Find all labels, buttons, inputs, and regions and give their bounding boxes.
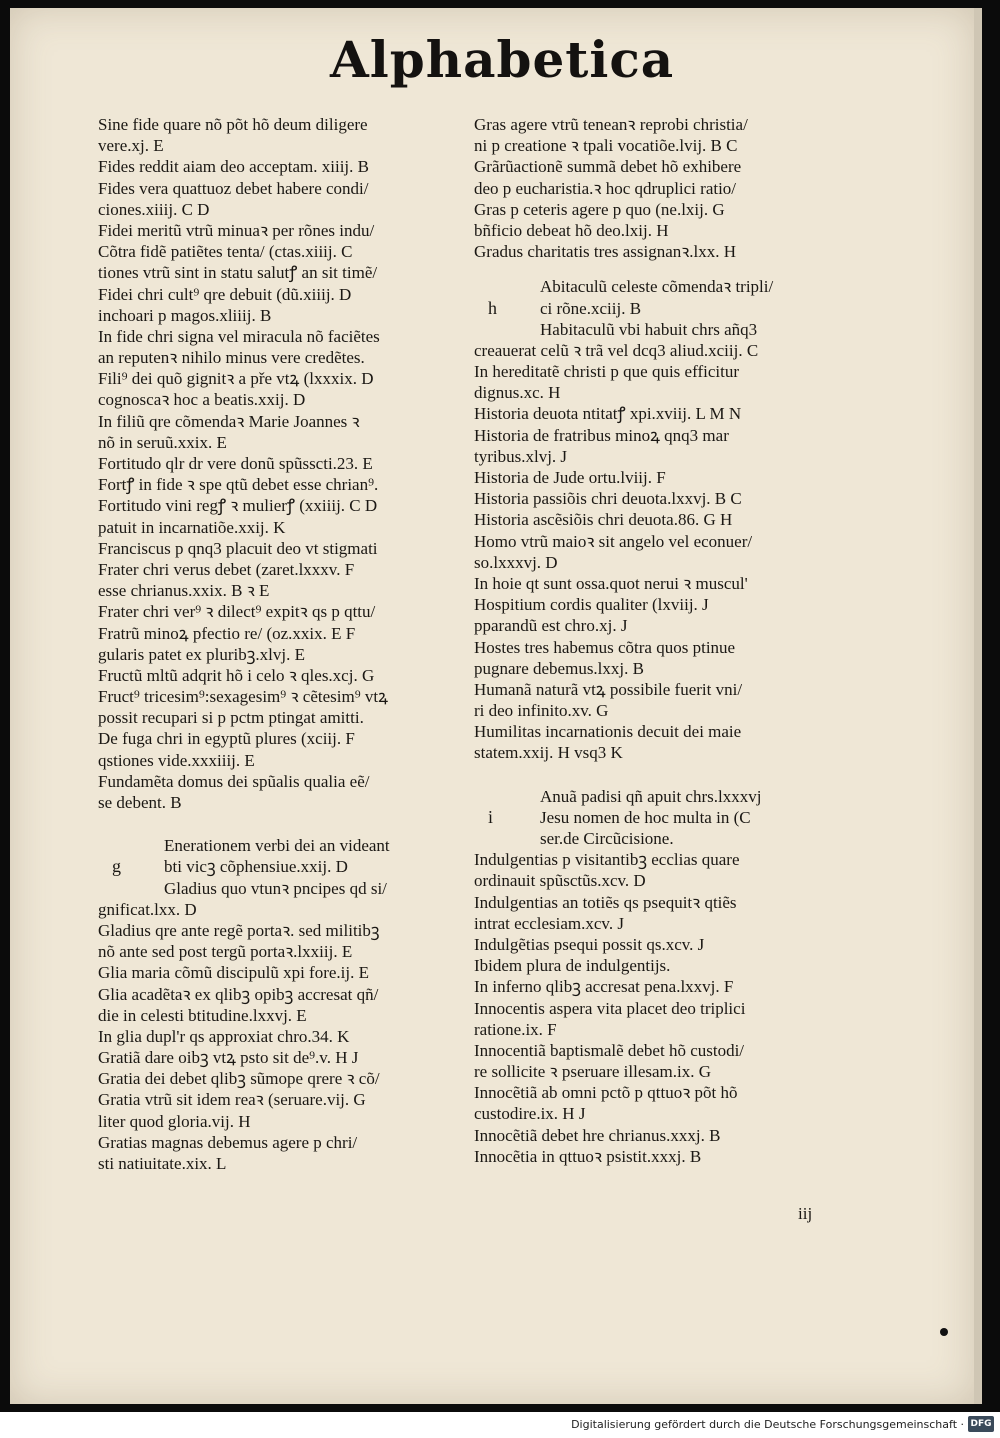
index-entry-line: Cõtra fidẽ patiẽtes tenta/ (ctas.xiiij. C: [98, 242, 353, 262]
index-entry-line: Frater chri ver⁹ ꝛ dilect⁹ expitꝛ qs p qttu/: [98, 602, 376, 622]
index-entry-line: deo p eucharistia.ꝛ hoc qdruplici ratio/: [474, 178, 737, 198]
right-column: [474, 114, 834, 1167]
footer-bar: [0, 1412, 1000, 1438]
index-entry-line: ratione.ix. F: [474, 1019, 557, 1039]
index-entry-line: Indulgẽtias psequi possit qs.xcv. J: [474, 934, 705, 954]
section-letter: h: [488, 297, 497, 318]
index-entry-line: Innocẽtiã ab omni pctõ p qttuoꝛ põt hõ: [474, 1083, 738, 1103]
left-g-entries: [98, 899, 462, 1174]
index-entry-line: Historia de Jude ortu.lviij. F: [474, 468, 666, 487]
index-entry-line: Fruct⁹ tricesim⁹:sexagesim⁹ ꝛ cẽtesim⁹ vtꝝ: [98, 687, 388, 707]
index-entry-line: Frater chri verus debet (zaret.lxxxv. F: [98, 559, 355, 579]
index-entry-line: Fortitudo vini regꝭ ꝛ mulierꝭ (xxiiij. C D: [98, 496, 378, 516]
index-entry-line: Anuã padisi qñ apuit chrs.lxxxvj: [540, 786, 762, 806]
index-entry-line: Fidei meritũ vtrũ minuaꝛ per rõnes indu/: [98, 220, 375, 240]
index-entry-line: Homo vtrũ maioꝛ sit angelo vel econuer/: [474, 531, 753, 551]
index-entry-line: Gratia dei debet qlibꝫ sũmope qrere ꝛ cõ/: [98, 1069, 380, 1089]
left-f-entries: [98, 114, 462, 813]
index-entry-line: possit recupari si p pctm ptingat amitti.: [98, 708, 364, 728]
footer-credit: Digitalisierung gefördert durch die Deutsche Forschungsgemeinschaft ·: [571, 1418, 964, 1431]
index-entry-line: Innocẽtia in qttuoꝛ psistit.xxxj. B: [474, 1146, 702, 1166]
index-entry-line: pparandũ est chro.xj. J: [474, 616, 628, 636]
index-entry-line: Fundamẽta domus dei spũalis qualia eẽ/: [98, 771, 370, 791]
index-entry-line: ni p creatione ꝛ tpali vocatiõe.lvij. B C: [474, 136, 738, 156]
index-entry-line: Fides reddit aiam deo acceptam. xiiij. B: [98, 157, 369, 177]
index-entry-line: Abitaculũ celeste cõmendaꝛ tripli/: [540, 277, 774, 297]
right-h-entries: [474, 340, 834, 764]
index-entry-line: so.lxxxvj. D: [474, 552, 558, 572]
index-entry-line: custodire.ix. H J: [474, 1104, 586, 1124]
index-entry-line: [474, 807, 834, 828]
index-entry-line: gnificat.lxx. D: [98, 899, 197, 919]
page-title: Alphabetica: [330, 30, 675, 89]
index-entry-line: re sollicite ꝛ pseruare illesam.ix. G: [474, 1062, 712, 1082]
right-h-heading-entries: [474, 276, 834, 340]
index-entry-line: Fides vera quattuoz debet habere condi/: [98, 178, 369, 198]
punch-hole: [940, 1328, 948, 1336]
section-letter: g: [112, 856, 121, 877]
index-entry-line: Enerationem verbi dei an videant: [164, 836, 390, 856]
index-entry-line: In inferno qlibꝫ accresat pena.lxxvj. F: [474, 977, 734, 997]
index-entry-line: Gladius quo vtunꝛ pncipes qd si/: [164, 878, 387, 898]
dfg-logo: DFG: [968, 1416, 994, 1432]
section-gap: [474, 262, 834, 276]
index-entry-line: Indulgentias p visitantibꝫ ecclias quare: [474, 850, 740, 870]
index-entry-line: Glia maria cõmũ discipulũ xpi fore.ij. E: [98, 963, 369, 983]
index-entry-line: Gras p ceteris agere p quo (ne.lxij. G: [474, 199, 725, 219]
left-column: [98, 114, 462, 1174]
index-entry-line: Gratiã dare oibꝫ vtꝝ psto sit de⁹.v. H J: [98, 1048, 359, 1068]
index-entry-line: liter quod gloria.vij. H: [98, 1111, 251, 1131]
right-g-entries: [474, 114, 834, 262]
index-entry-line: inchoari p magos.xliiij. B: [98, 305, 272, 325]
index-entry-line: In hereditatẽ christi p que quis efficitur: [474, 362, 739, 382]
index-entry-line: intrat ecclesiam.xcv. J: [474, 913, 624, 933]
index-entry-line: Fructũ mltũ adqrit hõ i celo ꝛ qles.xcj. G: [98, 665, 375, 685]
index-entry-line: ciones.xiiij. C D: [98, 199, 210, 219]
index-entry-line: tyribus.xlvj. J: [474, 446, 568, 466]
index-entry-line: Gratia vtrũ sit idem reaꝛ (seruare.vij. G: [98, 1090, 366, 1110]
index-entry-line: ordinauit spũsctũs.xcv. D: [474, 871, 646, 891]
index-entry-line: Fratrũ minoꝝ pfectio re/ (oz.xxix. E F: [98, 623, 356, 643]
index-entry-line: Innocẽtiã debet hre chrianus.xxxj. B: [474, 1125, 721, 1145]
index-entry-line: De fuga chri in egyptũ plures (xciij. F: [98, 729, 355, 749]
index-entry-line: Fortꝭ in fide ꝛ spe qtũ debet esse chrian⁹.: [98, 475, 379, 495]
index-entry-line: Humilitas incarnationis decuit dei maie: [474, 722, 742, 742]
index-entry-line: esse chrianus.xxix. B ꝛ E: [98, 581, 270, 601]
right-i-entries: [474, 849, 834, 1167]
index-entry-line: die in celesti btitudine.lxxvj. E: [98, 1005, 307, 1025]
index-entry-line: dignus.xc. H: [474, 383, 561, 403]
index-entry-line: Innocentiã baptismalẽ debet hõ custodi/: [474, 1040, 745, 1060]
index-entry-line: tiones vtrũ sint in statu salutꝭ an sit timẽ/: [98, 263, 378, 283]
index-entry-line: gularis patet ex pluribꝫ.xlvj. E: [98, 644, 305, 664]
right-i-heading-entries: [474, 786, 834, 850]
index-entry-line: creauerat celũ ꝛ trã vel dcq3 aliud.xciij. C: [474, 340, 759, 360]
index-entry-line: vere.xj. E: [98, 136, 164, 156]
index-entry-line: Historia de fratribus minoꝝ qnq3 mar: [474, 425, 729, 445]
index-entry-line: Historia passiõis chri deuota.lxxvj. B C: [474, 489, 742, 509]
index-entry-line: In hoie qt sunt ossa.quot nerui ꝛ muscul': [474, 573, 748, 593]
index-entry-line: Historia ascẽsiõis chri deuota.86. G H: [474, 510, 733, 530]
index-entry-line: cognoscaꝛ hoc a beatis.xxij. D: [98, 390, 306, 410]
index-entry-line: Franciscus p qnq3 placuit deo vt stigmati: [98, 538, 378, 558]
index-entry-line: [98, 856, 462, 877]
index-entry-line: Fili⁹ dei quõ gignitꝛ a pře vtꝝ (lxxxix. D: [98, 369, 374, 389]
section-gap: [474, 764, 834, 786]
index-entry-text: ci rõne.xciij. B: [540, 298, 642, 318]
index-entry-line: In glia dupl'r qs approxiat chro.34. K: [98, 1026, 350, 1046]
index-entry-line: Fortitudo qlr dr vere donũ spũsscti.23. E: [98, 454, 373, 473]
index-entry-line: nõ in seruũ.xxix. E: [98, 432, 227, 452]
index-entry-line: Hospitium cordis qualiter (lxviij. J: [474, 595, 709, 615]
catchword: iij: [798, 1204, 813, 1223]
index-entry-line: [474, 298, 834, 319]
index-entry-line: In fide chri signa vel miracula nõ faciẽtes: [98, 326, 380, 346]
index-entry-line: Grãrũactionẽ summã debet hõ exhibere: [474, 157, 742, 177]
index-entry-line: Hostes tres habemus cõtra quos ptinue: [474, 637, 736, 657]
index-entry-line: Gladius qre ante regẽ portaꝛ. sed militibꝫ: [98, 920, 380, 940]
index-entry-line: patuit in incarnatiõe.xxij. K: [98, 517, 286, 537]
index-entry-line: ser.de Circũcisione.: [540, 829, 674, 848]
index-entry-line: In filiũ qre cõmendaꝛ Marie Joannes ꝛ: [98, 411, 360, 431]
index-entry-line: Indulgentias an totiẽs qs psequitꝛ qtiẽs: [474, 892, 737, 912]
section-letter: i: [488, 806, 494, 827]
index-entry-line: Innocentis aspera vita placet deo triplici: [474, 998, 746, 1018]
index-entry-line: pugnare debemus.lxxj. B: [474, 658, 644, 678]
index-entry-line: Humanã naturã vtꝝ possibile fuerit vni/: [474, 679, 743, 699]
index-entry-line: bñficio debeat hõ deo.lxij. H: [474, 220, 669, 240]
index-entry-line: qstiones vide.xxxiiij. E: [98, 750, 255, 770]
index-entry-line: an reputenꝛ nihilo minus vere credẽtes.: [98, 348, 365, 368]
index-entry-line: Gras agere vtrũ teneanꝛ reprobi christia/: [474, 115, 748, 134]
index-entry-line: sti natiuitate.xix. L: [98, 1154, 227, 1173]
index-entry-line: nõ ante sed post tergũ portaꝛ.lxxiij. E: [98, 942, 353, 962]
index-entry-line: Habitaculũ vbi habuit chrs añq3: [540, 319, 758, 339]
index-entry-line: ri deo infinito.xv. G: [474, 701, 609, 721]
index-entry-line: Historia deuota ntitatꝭ xpi.xviij. L M N: [474, 404, 742, 424]
index-entry-line: Fidei chri cult⁹ qre debuit (dũ.xiiij. D: [98, 284, 352, 304]
section-gap: [98, 813, 462, 835]
index-entry-line: se debent. B: [98, 793, 182, 812]
index-entry-line: Sine fide quare nõ põt hõ deum diligere: [98, 115, 368, 134]
index-entry-text: bti vicꝫ cõphensiue.xxij. D: [164, 857, 348, 877]
index-entry-line: Glia acadẽtaꝛ ex qlibꝫ opibꝫ accresat qñ/: [98, 984, 379, 1004]
left-g-heading-entries: [98, 835, 462, 899]
index-entry-line: Gradus charitatis tres assignanꝛ.lxx. H: [474, 242, 737, 262]
index-entry-text: Jesu nomen de hoc multa in (C: [540, 807, 751, 827]
index-entry-line: Ibidem plura de indulgentijs.: [474, 956, 671, 976]
index-entry-line: statem.xxij. H vsq3 K: [474, 743, 623, 763]
page-edge: [974, 8, 982, 1404]
index-entry-line: Gratias magnas debemus agere p chri/: [98, 1132, 358, 1152]
